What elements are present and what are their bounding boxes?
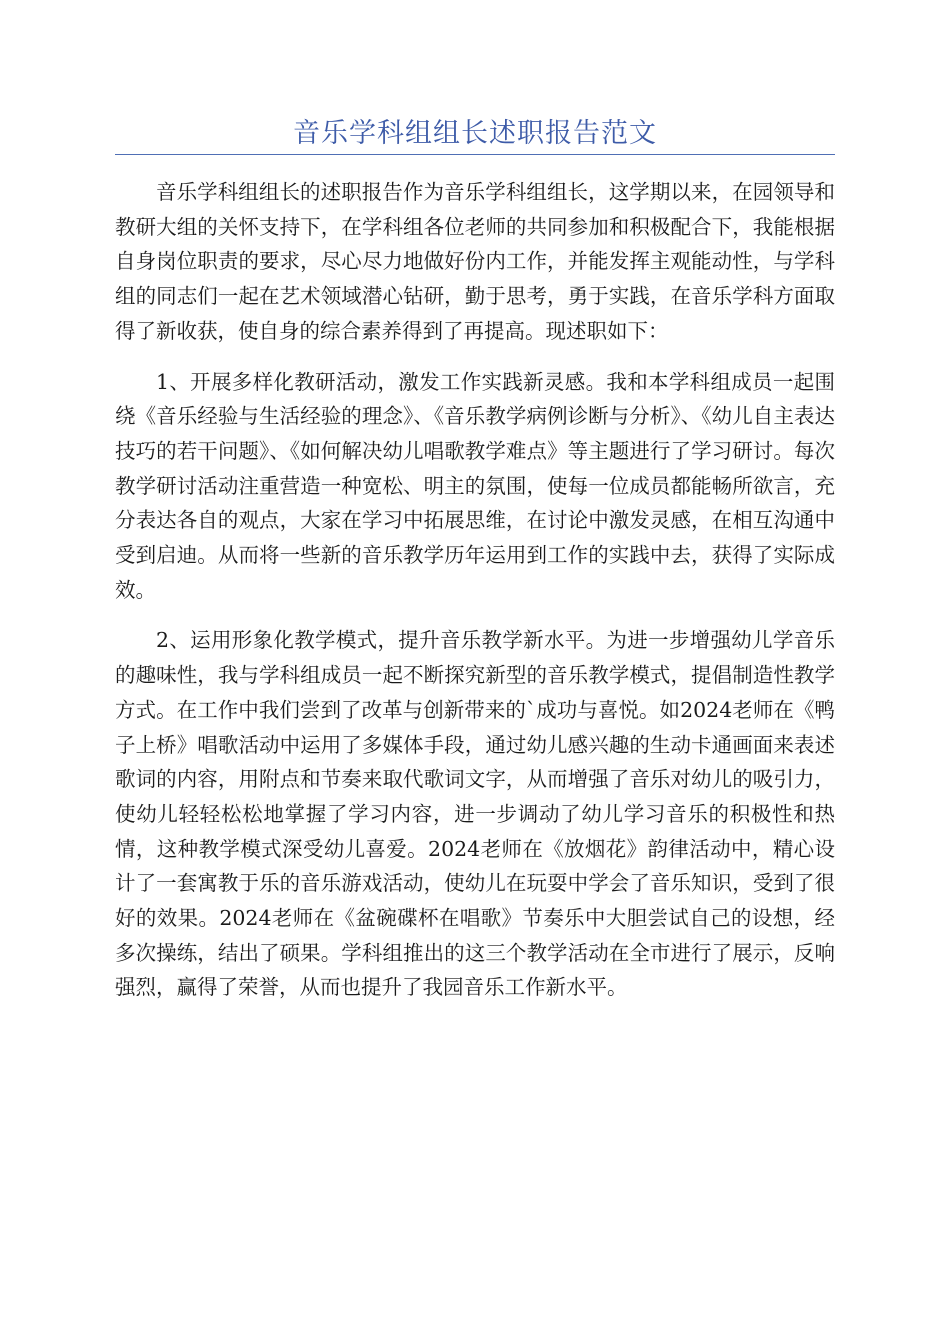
- paragraph-intro: 音乐学科组组长的述职报告作为音乐学科组组长，这学期以来，在园领导和教研大组的关怀支持下，在学科组各位老师的共同参加和积极配合下，我能根据自身岗位职责的要求，尽心尽力地做好份内工作，并能发挥主观能动性，与学科组的同志们一起在艺术领域潜心钻研，勤于思考，勇于实践，在音乐学科方面取得了新收获，使自身的综合素养得到了再提高。现述职如下：: [115, 180, 835, 343]
- document-body: [115, 175, 835, 1005]
- paragraph-section-1: 1、开展多样化教研活动，激发工作实践新灵感。我和本学科组成员一起围绕《音乐经验与生活经验的理念》、《音乐教学病例诊断与分析》、《幼儿自主表达技巧的若干问题》、《如何解决幼儿唱歌教学难点》等主题进行了学习研讨。每次教学研讨活动注重营造一种宽松、明主的氛围，使每一位成员都能畅所欲言，充分表达各自的观点，大家在学习中拓展思维，在讨论中激发灵感，在相互沟通中受到启迪。从而将一些新的音乐教学历年运用到工作的实践中去，获得了实际成效。: [115, 369, 835, 602]
- document-title: 音乐学科组组长述职报告范文: [293, 118, 657, 149]
- paragraph-section-2: 2、运用形象化教学模式，提升音乐教学新水平。为进一步增强幼儿学音乐的趣味性，我与学科组成员一起不断探究新型的音乐教学模式，提倡制造性教学方式。在工作中我们尝到了改革与创新带来的`成功与喜悦。如2024老师在《鸭子上桥》唱歌活动中运用了多媒体手段，通过幼儿感兴趣的生动卡通画面来表述歌词的内容，用附点和节奏来取代歌词文字，从而增强了音乐对幼儿的吸引力，使幼儿轻轻松松地掌握了学习内容，进一步调动了幼儿学习音乐的积极性和热情，这种教学模式深受幼儿喜爱。2024老师在《放烟花》韵律活动中，精心设计了一套寓教于乐的音乐游戏活动，使幼儿在玩耍中学会了音乐知识，受到了很好的效果。2024老师在《盆碗碟杯在唱歌》节奏乐中大胆尝试自己的设想，经多次操练，结出了硕果。学科组推出的这三个教学活动在全市进行了展示，反响强烈，赢得了荣誉，从而也提升了我园音乐工作新水平。: [115, 628, 835, 1000]
- title-underline: [115, 154, 835, 155]
